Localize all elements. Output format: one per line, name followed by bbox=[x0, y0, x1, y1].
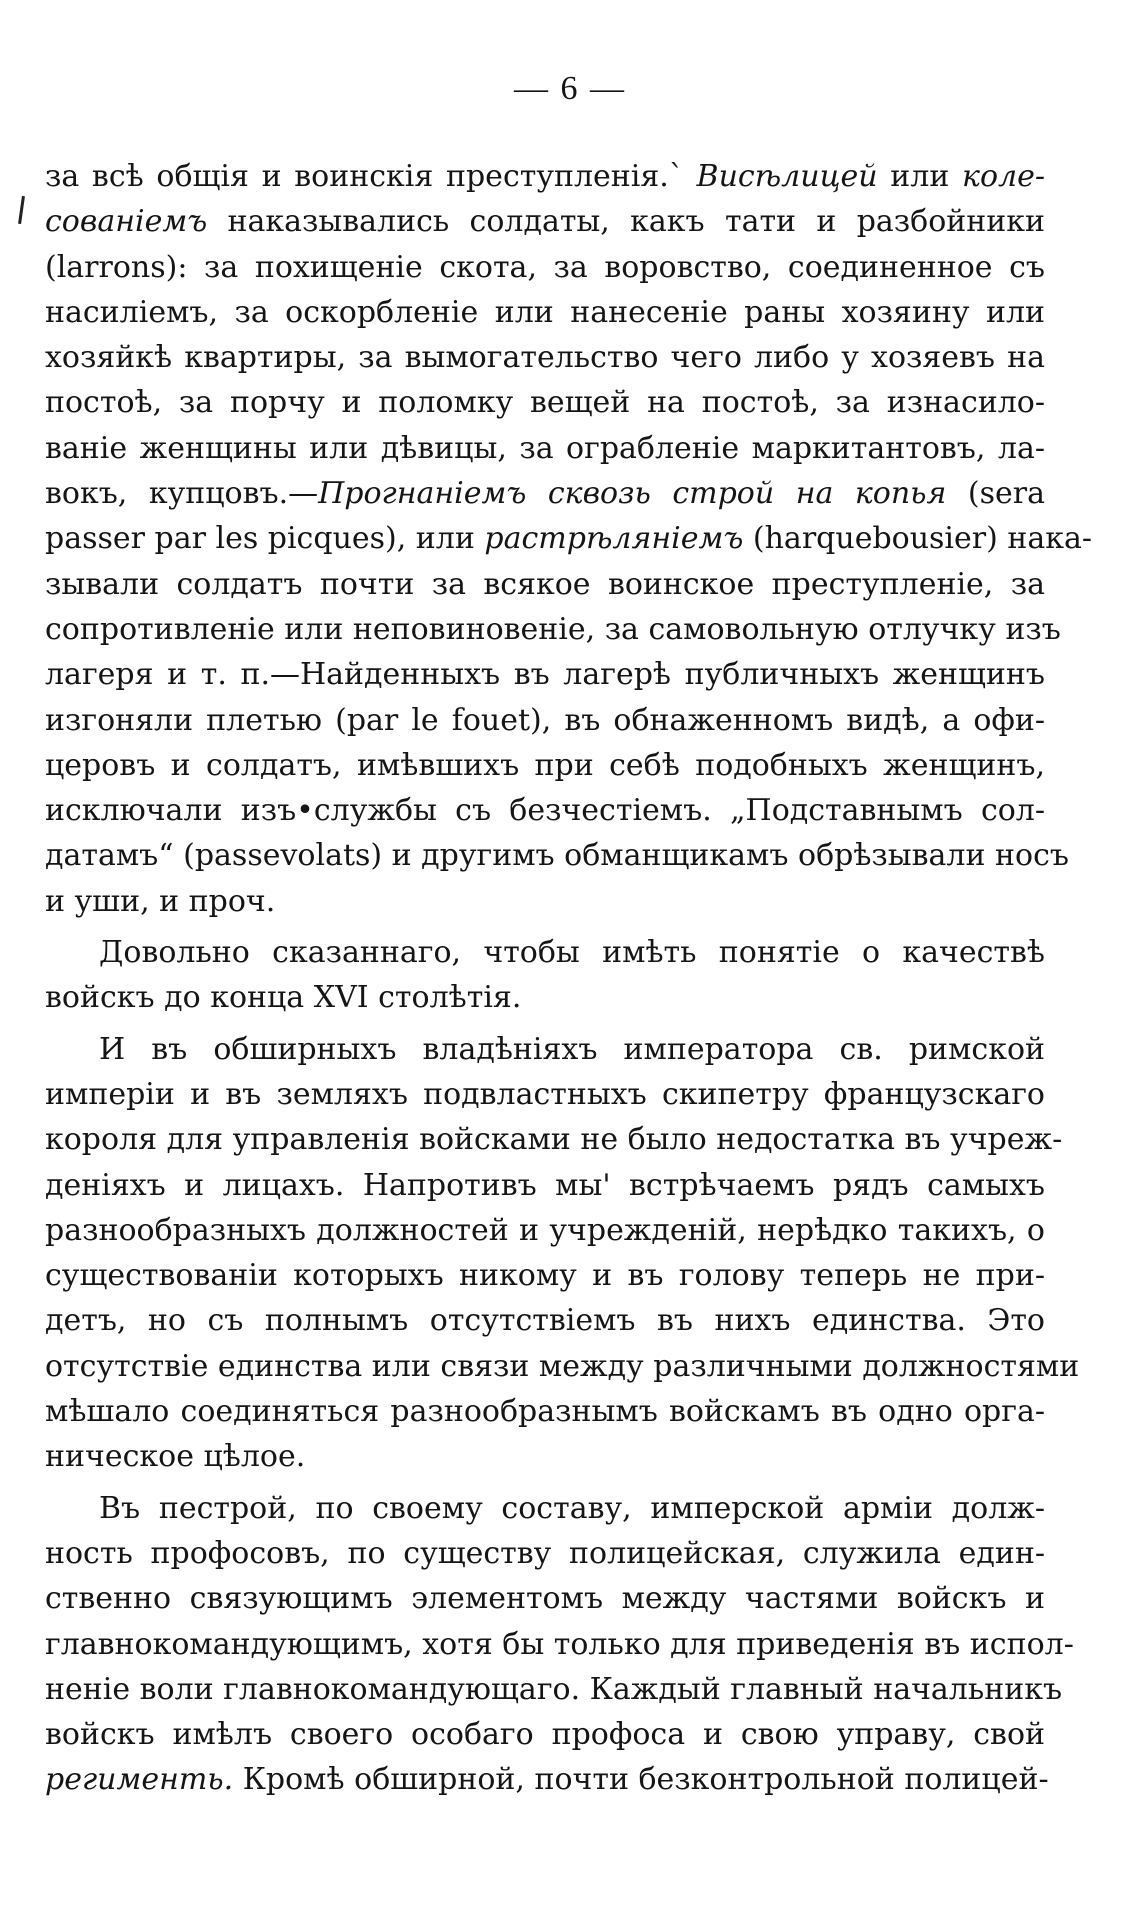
text-line: лагеря и т. п.—Найденныхъ въ лагерѣ публичныхъ женщинъ bbox=[45, 657, 1045, 693]
text-line: существованіи которыхъ никому и въ голову теперь не при- bbox=[45, 1258, 1045, 1294]
text-line: церовъ и солдатъ, имѣвшихъ при себѣ подобныхъ женщинъ, bbox=[45, 747, 1045, 783]
text-line: Въ пестрой, по своему составу, имперской арміи долж- bbox=[99, 1490, 1045, 1526]
text-line: вокъ, купцовъ.—Прогнаніемъ сквозь строй на копья (sera bbox=[45, 476, 1045, 512]
text-line: passer par les picques), или растрѣляніемъ (harquebousier) нака- bbox=[45, 521, 1093, 557]
text-line: мѣшало соединяться разнообразнымъ войскамъ въ одно орга- bbox=[45, 1394, 1045, 1430]
text-line: ственно связующимъ элементомъ между частями войскъ и bbox=[45, 1581, 1045, 1617]
text-line: ваніе женщины или дѣвицы, за ограбленіе маркитантовъ, ла- bbox=[45, 430, 1045, 466]
text-line: зывали солдатъ почти за всякое воинское преступленіе, за bbox=[45, 566, 1045, 602]
text-line: имперіи и въ земляхъ подвластныхъ скипетру французскаго bbox=[45, 1076, 1045, 1112]
text-line: за всѣ общія и воинскія преступленія.` Висѣлицей или коле- bbox=[45, 159, 1045, 194]
text-line: неніе воли главнокомандующаго. Каждый главный начальникъ bbox=[45, 1671, 1063, 1707]
text-line: Довольно сказаннаго, чтобы имѣть понятіе о качествѣ bbox=[99, 935, 1045, 971]
text-line: и уши, и проч. bbox=[45, 883, 276, 919]
margin-pencil-mark bbox=[18, 196, 25, 224]
text-line: отсутствіе единства или связи между различными должностями bbox=[45, 1348, 1080, 1384]
text-line: ническое цѣлое. bbox=[45, 1439, 306, 1475]
text-line: разнообразныхъ должностей и учрежденій, нерѣдко такихъ, о bbox=[45, 1212, 1045, 1248]
text-line: короля для управленія войсками не было недостатка въ учреж- bbox=[45, 1122, 1063, 1158]
page-number: — 6 — bbox=[514, 70, 626, 107]
text-line: регименть. Кромѣ обширной, почти безконтрольной полицей- bbox=[45, 1762, 1049, 1798]
body-text bbox=[45, 154, 1093, 1803]
text-line: деніяхъ и лицахъ. Напротивъ мы' встрѣчаемъ рядъ самыхъ bbox=[45, 1167, 1045, 1203]
text-line: насиліемъ, за оскорбленіе или нанесеніе раны хозяину или bbox=[45, 294, 1045, 330]
text-line: сованіемъ наказывались солдаты, какъ тати и разбойники bbox=[45, 204, 1045, 240]
text-line: исключали изъ•службы съ безчестіемъ. „Подставнымъ сол- bbox=[45, 793, 1045, 829]
text-line: ность профосовъ, по существу полицейская, служила един- bbox=[45, 1535, 1045, 1571]
text-line: хозяйкѣ квартиры, за вымогательство чего либо у хозяевъ на bbox=[45, 340, 1045, 376]
text-line: войскъ имѣлъ своего особаго профоса и свою управу, свой bbox=[45, 1717, 1045, 1753]
text-line: изгоняли плетью (par le fouet), въ обнаженномъ видѣ, а офи- bbox=[45, 702, 1045, 738]
text-line: детъ, но съ полнымъ отсутствіемъ въ нихъ единства. Это bbox=[45, 1303, 1045, 1339]
text-line: (larrons): за похищеніе скота, за воровство, соединенное съ bbox=[45, 249, 1045, 285]
text-line: И въ обширныхъ владѣніяхъ императора св. римской bbox=[99, 1031, 1045, 1067]
text-line: главнокомандующимъ, хотя бы только для приведенія въ испол- bbox=[45, 1626, 1074, 1662]
text-line: датамъ“ (passevolats) и другимъ обманщикамъ обрѣзывали носъ bbox=[45, 838, 1069, 874]
paragraph bbox=[45, 1486, 1074, 1803]
text-line: войскъ до конца XVI столѣтія. bbox=[45, 980, 522, 1016]
text-line: постоѣ, за порчу и поломку вещей на постоѣ, за изнасило- bbox=[45, 385, 1045, 421]
text-line: сопротивленіе или неповиновеніе, за самовольную отлучку изъ bbox=[45, 611, 1061, 647]
paragraph bbox=[45, 154, 1093, 924]
paragraph bbox=[45, 1027, 1080, 1480]
paragraph bbox=[45, 930, 1045, 1021]
